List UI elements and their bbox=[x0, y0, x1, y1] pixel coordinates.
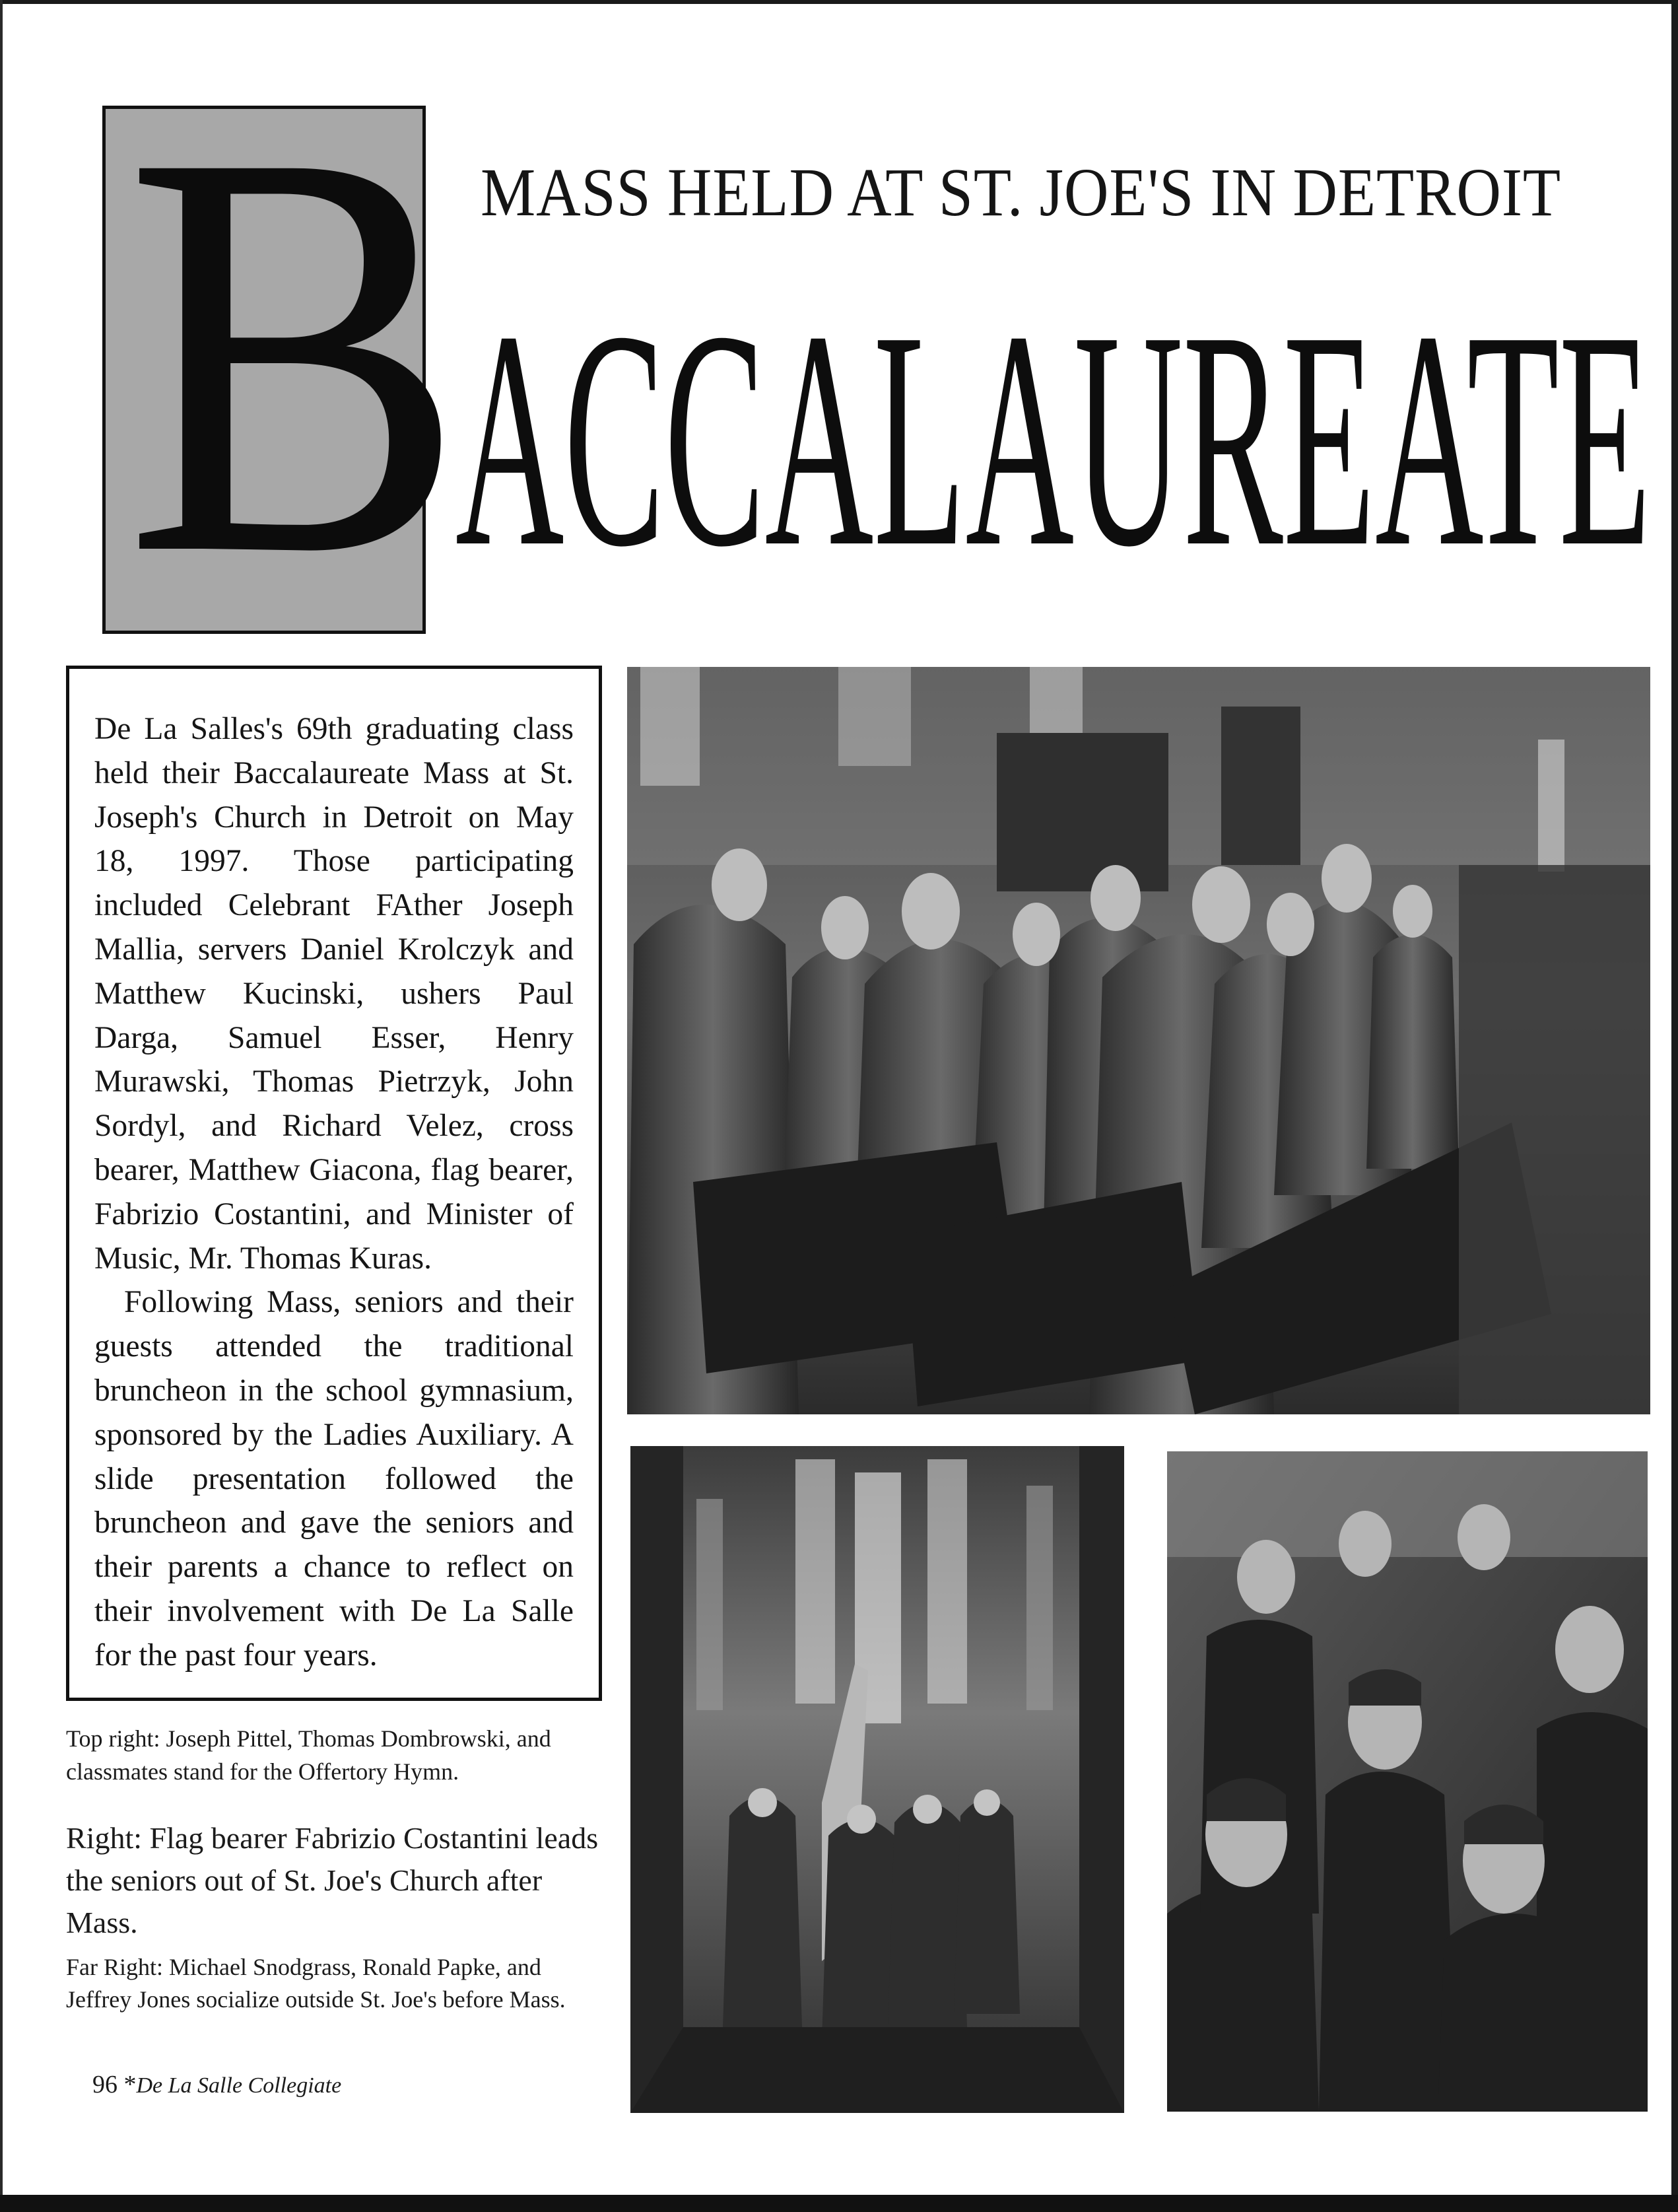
page-edge-right bbox=[1671, 0, 1678, 2212]
photo-graduates-in-pews bbox=[627, 667, 1650, 1414]
story-paragraph-1: De La Salles's 69th graduating class held their Baccalaureate Mass at St. Joseph's Church in Detroit on May 18, 1997. Those participating included Celebrant FAther Joseph Mallia, servers Daniel Krolczyk and Matthew Kucinski, ushers Paul Darga, Samuel Esser, Henry Murawski, Thomas Pietrzyk, John Sordyl, and Richard Velez, cross bearer, Matthew Giacona, flag bearer, Fabrizio Costantini, and Minister of Music, Mr. Thomas Kuras. bbox=[94, 712, 574, 1276]
page-folio bbox=[92, 2070, 341, 2099]
article-subtitle: MASS HELD AT ST. JOE'S IN DETROIT bbox=[481, 155, 1561, 230]
caption-far-right: Far Right: Michael Snodgrass, Ronald Papke, and Jeffrey Jones socialize outside St. Joe's before Mass. bbox=[66, 1954, 566, 2013]
drop-cap-letter: B bbox=[124, 32, 466, 675]
story-box bbox=[66, 666, 602, 1701]
page-number: 96 bbox=[92, 2071, 117, 2098]
article-headline: ACCALAUREATE bbox=[455, 267, 1651, 611]
drop-cap-box bbox=[102, 32, 466, 675]
photo-flag-bearer-procession bbox=[630, 1446, 1124, 2113]
story-paragraph-2: Following Mass, seniors and their guests attended the traditional bruncheon in the school gymnasium, sponsored by the Ladies Auxiliary. A slide presentation followed the bruncheon and gave the seniors and their parents a chance to reflect on their involvement with De La Salle for the past four years. bbox=[94, 1285, 574, 1673]
publication-name: De La Salle Collegiate bbox=[136, 2073, 342, 2098]
page-edge-left bbox=[0, 0, 3, 2212]
page-edge-bottom bbox=[0, 2195, 1678, 2212]
photo-seniors-socializing bbox=[1167, 1451, 1648, 2112]
photo-seniors-socializing-image bbox=[1167, 1451, 1648, 2112]
caption-right: Right: Flag bearer Fabrizio Costantini leads the seniors out of St. Joe's Church after Mass. bbox=[66, 1821, 599, 1939]
caption-top-right: Top right: Joseph Pittel, Thomas Dombrowski, and classmates stand for the Offertory Hymn. bbox=[66, 1725, 551, 1785]
photo-graduates-in-pews-image bbox=[627, 667, 1650, 1414]
folio-separator: * bbox=[117, 2071, 137, 2098]
photo-flag-bearer-procession-image bbox=[630, 1446, 1124, 2113]
page-edge-top bbox=[0, 0, 1678, 4]
